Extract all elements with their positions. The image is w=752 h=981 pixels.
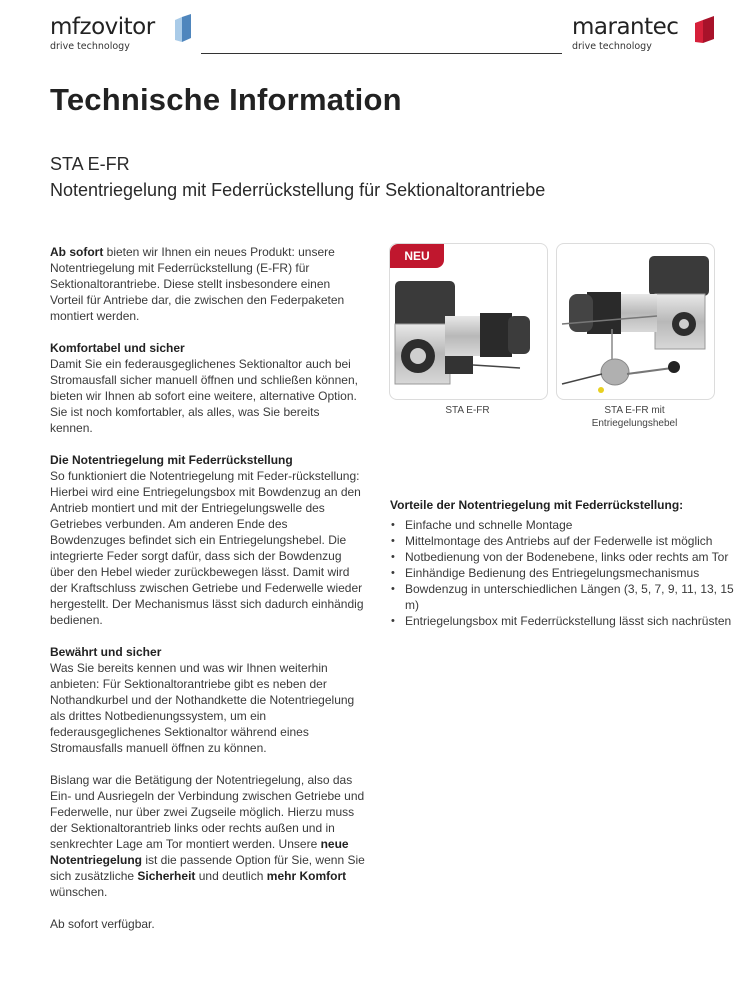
- caption-line: Entriegelungshebel: [591, 418, 678, 429]
- closing-text: Bislang war die Betätigung der Notentriegelung, also das Ein- und Ausriegeln der Verbindung zwischen Getriebe und Federwelle, nur über zwei Zugseile möglich. Hierzu muss der Sektionaltorantrieb links oder rechts außen und in senkrechter Lage am Tor montiert werden. Unsere: [50, 773, 365, 851]
- product-image-sta-e-fr: [389, 243, 548, 400]
- closing-text: wünschen.: [50, 885, 108, 899]
- closing-bold: mehr Komfort: [266, 869, 347, 883]
- section-text: Damit Sie ein federausgeglichenes Sektionaltor auch bei Stromausfall sicher manuell öffnen und schließen können, bieten wir Ihnen ab sofort eine weitere, alternative Option. Sie ist noch komfortabler, als alles, was Sie bereits kennen.: [50, 357, 358, 435]
- image-caption: STA E-FR: [445, 405, 490, 416]
- section-mechanism: [50, 452, 365, 628]
- header-divider: [201, 53, 562, 54]
- mfzovitor-logo-icon: [173, 14, 193, 42]
- product-name: STA E-FR: [50, 154, 130, 174]
- image-caption: [556, 404, 713, 430]
- closing-text: und deutlich: [195, 869, 267, 883]
- closing-text: ist die passende Option für Sie, wenn Sie sich zusätzliche: [50, 853, 365, 883]
- section-heading: Bewährt und sicher: [50, 645, 162, 659]
- marantec-logo-icon: [694, 16, 716, 44]
- caption-line: STA E-FR mit: [604, 405, 665, 416]
- new-badge: NEU: [390, 244, 444, 268]
- body-text-column: [50, 244, 365, 948]
- benefit-item: • Bowdenzug in unterschiedlichen Längen (3, 5, 7, 9, 11, 13, 15 m): [390, 581, 735, 613]
- marantec-logo: [572, 14, 678, 53]
- motor-with-release-lever-illustration: [557, 244, 714, 399]
- section-comfort: [50, 340, 365, 436]
- page-title: Technische Information: [50, 82, 402, 117]
- intro-paragraph: [50, 244, 365, 324]
- benefits-heading: Vorteile der Notentriegelung mit Federrückstellung:: [390, 498, 684, 512]
- availability-note: Ab sofort verfügbar.: [50, 917, 155, 931]
- section-proven: [50, 644, 365, 756]
- marantec-wordmark: marantec: [572, 14, 679, 40]
- marantec-tagline: drive technology: [572, 41, 652, 52]
- benefit-item: • Entriegelungsbox mit Federrückstellung lässt sich nachrüsten: [390, 613, 735, 629]
- section-heading: Komfortabel und sicher: [50, 341, 185, 355]
- section-heading: Die Notentriegelung mit Federrückstellung: [50, 453, 293, 467]
- closing-bold: Sicherheit: [137, 869, 196, 883]
- benefits-section: [390, 497, 735, 629]
- mfzovitor-logo: [50, 14, 155, 53]
- benefit-item: • Mittelmontage des Antriebs auf der Federwelle ist möglich: [390, 533, 735, 549]
- mfzovitor-wordmark: mfzovitor: [50, 14, 155, 40]
- closing-paragraph: [50, 772, 365, 900]
- closing-bold: neue Notentriegelung: [50, 837, 349, 867]
- product-description: Notentriegelung mit Federrückstellung für Sektionaltorantriebe: [50, 180, 546, 200]
- benefit-item: • Einfache und schnelle Montage: [390, 517, 735, 533]
- mfzovitor-tagline: drive technology: [50, 41, 130, 52]
- benefits-list: [390, 517, 735, 629]
- product-image-sta-e-fr-lever: [556, 243, 715, 400]
- intro-text: bieten wir Ihnen ein neues Produkt: unsere Notentriegelung mit Federrückstellung (E-FR) für Sektionaltorantriebe. Diese stellt insbesondere einen Vorteil für Antriebe dar, die zwischen den Federpaketen montiert werden.: [50, 245, 345, 323]
- section-text: So funktioniert die Notentriegelung mit Feder-rückstellung: Hierbei wird eine Entriegelungsbox mit Bowdenzug an den Antrieb montiert und mit der Entriegelungswelle des Getriebes verbunden. Am anderen Ende des Bowdenzuges befindet sich ein Entriegelungshebel. Die integrierte Feder sorgt dafür, dass sich der Bowdenzug über den Hebel wieder zurückbewegen lässt. Damit wird der Kraftschluss zwischen Getriebe und Federwelle wieder hergestellt. Der Mechanismus lässt sich dadurch einhändig bedienen.: [50, 469, 364, 627]
- benefit-item: • Einhändige Bedienung des Entriegelungsmechanismus: [390, 565, 735, 581]
- section-text: Was Sie bereits kennen und was wir Ihnen weiterhin anbieten: Für Sektionaltorantriebe gibt es neben der Nothandkurbel und der Nothandkette die Notentriegelung als drittes Notbedienungssystem, um ein federausgeglichenes Sektionaltor während eines Stromausfalls manuell öffnen zu können.: [50, 661, 355, 755]
- benefit-item: • Notbedienung von der Bodenebene, links oder rechts am Tor: [390, 549, 735, 565]
- intro-bold: Ab sofort: [50, 245, 104, 259]
